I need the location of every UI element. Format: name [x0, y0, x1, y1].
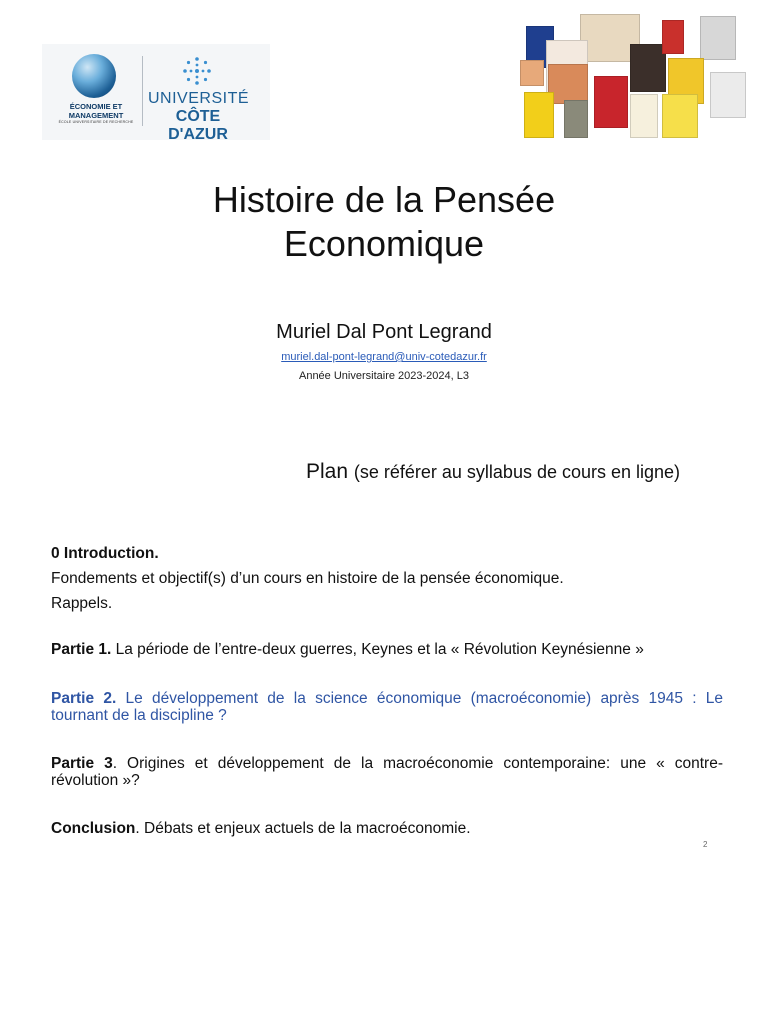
- book-cover: [710, 72, 746, 118]
- book-cover: [630, 94, 658, 138]
- book-cover: [564, 100, 588, 138]
- part3-text: . Origines et développement de la macroéconomie contemporaine: une « contre-révolution »?: [51, 755, 723, 789]
- author-name: Muriel Dal Pont Legrand: [276, 321, 492, 343]
- conclusion-text: . Débats et enjeux actuels de la macroéconomie.: [135, 820, 471, 837]
- conclusion-item: [51, 820, 723, 837]
- university-name-line1: UNIVERSITÉ: [148, 90, 250, 107]
- part2-text: Le développement de la science économique (macroéconomie) après 1945 : Le tournant de la discipline ?: [51, 690, 723, 724]
- school-subtitle: ÉCOLE UNIVERSITAIRE DE RECHERCHE: [58, 120, 134, 124]
- part3-item: [51, 755, 723, 789]
- book-cover: [630, 44, 666, 92]
- globe-icon: [72, 54, 116, 98]
- intro-line2: Rappels.: [51, 595, 113, 612]
- intro-line1: Fondements et objectif(s) d’un cours en histoire de la pensée économique.: [51, 570, 564, 587]
- part1-label: Partie 1.: [51, 641, 112, 658]
- author-email-link[interactable]: muriel.dal-pont-legrand@univ-cotedazur.fr: [281, 351, 487, 363]
- page-number: 2: [703, 840, 708, 849]
- book-cover: [662, 20, 684, 54]
- book-covers-collage: [520, 14, 750, 140]
- plan-note: (se référer au syllabus de cours en ligne): [353, 462, 681, 482]
- intro-heading: 0 Introduction.: [51, 545, 159, 562]
- part1-text: La période de l’entre-deux guerres, Keynes et la « Révolution Keynésienne »: [115, 641, 644, 658]
- book-cover: [662, 94, 698, 138]
- book-cover: [548, 64, 588, 104]
- book-cover: [700, 16, 736, 60]
- school-name: ÉCONOMIE ET MANAGEMENT: [68, 102, 124, 120]
- academic-year: Année Universitaire 2023-2024, L3: [298, 370, 469, 382]
- university-logo: [42, 44, 270, 143]
- logo-divider: [142, 56, 143, 126]
- part2-item: [51, 690, 723, 724]
- title-line2: Economique: [283, 223, 485, 264]
- part1-item: [51, 641, 723, 658]
- university-name-line2: CÔTE D'AZUR: [168, 108, 228, 143]
- book-cover: [520, 60, 544, 86]
- plan-heading: [306, 460, 680, 484]
- book-cover: [594, 76, 628, 128]
- part2-label: Partie 2.: [51, 690, 117, 707]
- book-cover: [524, 92, 554, 138]
- star-burst-icon: [182, 56, 212, 86]
- page-title: [0, 178, 768, 266]
- conclusion-label: Conclusion: [51, 820, 136, 837]
- title-line1: Histoire de la Pensée: [212, 179, 556, 220]
- part3-label: Partie 3: [51, 755, 113, 772]
- plan-label: Plan: [306, 460, 349, 483]
